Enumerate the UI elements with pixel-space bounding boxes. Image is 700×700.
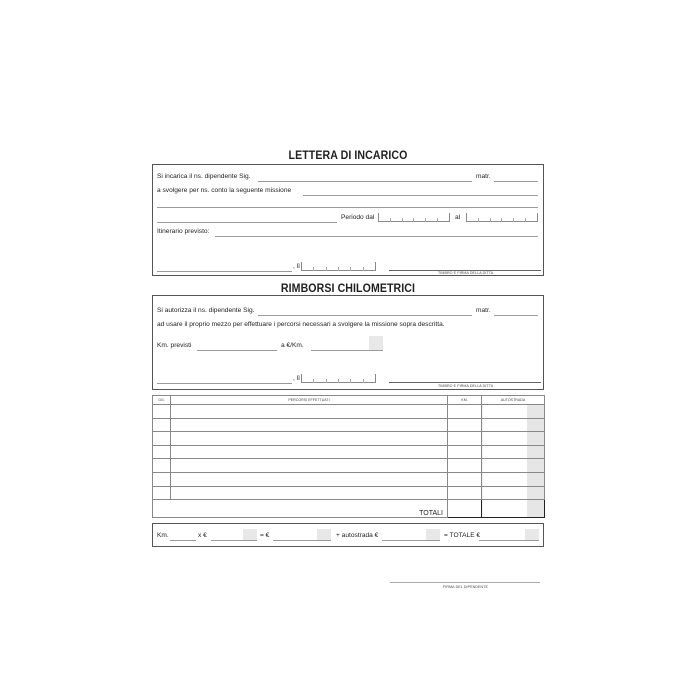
header-gg: GG.: [153, 396, 171, 405]
autostrada-cell[interactable]: [482, 432, 545, 446]
matr-field[interactable]: [494, 181, 538, 182]
km-cell[interactable]: [448, 486, 482, 500]
totals-row: [153, 500, 545, 518]
data-field[interactable]: [301, 262, 376, 271]
km-cell[interactable]: [448, 432, 482, 446]
calc-tariffa-field[interactable]: [211, 540, 257, 541]
calc-tariffa-shade: [243, 529, 257, 540]
gg-cell[interactable]: [153, 432, 171, 446]
percorso-cell[interactable]: [171, 459, 448, 473]
autostrada-cell[interactable]: [482, 445, 545, 459]
percorso-cell[interactable]: [171, 472, 448, 486]
calc-totale-field[interactable]: [479, 540, 539, 541]
calc-autostrada-field[interactable]: [382, 540, 440, 541]
km-cell[interactable]: [448, 472, 482, 486]
header-km: KM.: [448, 396, 482, 405]
periodo-label: Periodo dal: [341, 214, 375, 221]
gg-cell[interactable]: [153, 418, 171, 432]
table-row: [153, 418, 545, 432]
al-label: al: [455, 214, 461, 221]
km-previsti-label: Km. previsti: [157, 342, 192, 349]
data-field-2[interactable]: [301, 374, 376, 383]
incarico-box: [152, 164, 544, 276]
km-cell[interactable]: [448, 459, 482, 473]
calc-km-field[interactable]: [170, 540, 196, 541]
calc-importo-shade: [317, 529, 331, 540]
table-row: [153, 445, 545, 459]
header-autostrada: AUTOSTRADA: [482, 396, 545, 405]
km-cell[interactable]: [448, 418, 482, 432]
autorizzazione-label: ad usare il proprio mezzo per effettuare i percorsi necessari a svolgere la missione sopra descritta.: [157, 321, 445, 328]
calc-totale-shade: [525, 529, 539, 540]
missione-field[interactable]: [303, 195, 538, 196]
title-lettera-incarico: LETTERA DI INCARICO: [288, 150, 408, 162]
title-rimborsi: RIMBORSI CHILOMETRICI: [280, 283, 416, 295]
euro-km-label: a €/Km.: [281, 342, 304, 349]
percorso-cell[interactable]: [171, 432, 448, 446]
dipendente-label-2: Si autorizza il ns. dipendente Sig.: [157, 307, 255, 314]
gg-cell[interactable]: [153, 459, 171, 473]
firma-ditta-line-2[interactable]: [389, 382, 541, 383]
firma-dipendente-line[interactable]: [390, 582, 540, 583]
autostrada-cell[interactable]: [482, 405, 545, 419]
li-label: , lì: [293, 263, 300, 270]
gg-cell[interactable]: [153, 472, 171, 486]
gg-cell[interactable]: [153, 486, 171, 500]
li-label-2: , lì: [293, 375, 300, 382]
matr-field-2[interactable]: [494, 315, 538, 316]
calc-x-label: x €: [198, 532, 207, 539]
table-header-row: [153, 396, 545, 405]
luogo-field[interactable]: [157, 271, 292, 272]
km-previsti-field[interactable]: [197, 350, 277, 351]
gg-cell[interactable]: [153, 405, 171, 419]
calc-autostrada-label: + autostrada €: [336, 532, 379, 539]
table-row: [153, 472, 545, 486]
gg-cell[interactable]: [153, 445, 171, 459]
table-row: [153, 486, 545, 500]
rimborsi-box: [152, 295, 544, 390]
percorso-cell[interactable]: [171, 418, 448, 432]
totale-km-cell[interactable]: [448, 500, 482, 518]
missione-field-3[interactable]: [157, 222, 337, 223]
totale-autostrada-cell[interactable]: [482, 500, 545, 518]
periodo-al-field[interactable]: [466, 213, 538, 222]
missione-field-2[interactable]: [157, 207, 538, 208]
table-row: [153, 405, 545, 419]
calc-importo-field[interactable]: [273, 540, 331, 541]
totals-label: TOTALI: [153, 500, 448, 518]
calc-autostrada-shade: [426, 529, 440, 540]
percorso-cell[interactable]: [171, 486, 448, 500]
calc-totale-label: = TOTALE €: [444, 532, 481, 539]
timbro-firma-label-2: TIMBRO E FIRMA DELLA DITTA: [438, 384, 494, 388]
header-percorsi: PERCORSI EFFETTUATI: [171, 396, 448, 405]
luogo-field-2[interactable]: [157, 383, 292, 384]
dipendente-field[interactable]: [258, 181, 472, 182]
matr-label: matr.: [476, 173, 491, 180]
km-cell[interactable]: [448, 445, 482, 459]
euro-km-shade: [369, 336, 383, 350]
autostrada-cell[interactable]: [482, 472, 545, 486]
autostrada-cell[interactable]: [482, 418, 545, 432]
calcolo-box: [152, 523, 544, 547]
percorso-cell[interactable]: [171, 445, 448, 459]
table-row: [153, 432, 545, 446]
matr-label-2: matr.: [476, 307, 491, 314]
itinerario-field[interactable]: [215, 236, 538, 237]
autostrada-cell[interactable]: [482, 486, 545, 500]
dipendente-field-2[interactable]: [258, 315, 472, 316]
firma-dipendente-label: FIRMA DEL DIPENDENTE: [443, 585, 488, 589]
autostrada-cell[interactable]: [482, 459, 545, 473]
percorso-cell[interactable]: [171, 405, 448, 419]
timbro-firma-label: TIMBRO E FIRMA DELLA DITTA: [438, 271, 494, 275]
calc-km-label: Km.: [157, 532, 169, 539]
itinerario-label: Itinerario previsto:: [157, 228, 210, 235]
km-cell[interactable]: [448, 405, 482, 419]
calc-eq-label: = €: [260, 532, 270, 539]
missione-label: a svolgere per ns. conto la seguente missione: [157, 187, 292, 194]
periodo-dal-field[interactable]: [378, 213, 450, 222]
euro-km-field[interactable]: [311, 350, 383, 351]
percorsi-table: [152, 395, 545, 518]
dipendente-label: Si incarica il ns. dipendente Sig.: [157, 173, 251, 180]
table-row: [153, 459, 545, 473]
